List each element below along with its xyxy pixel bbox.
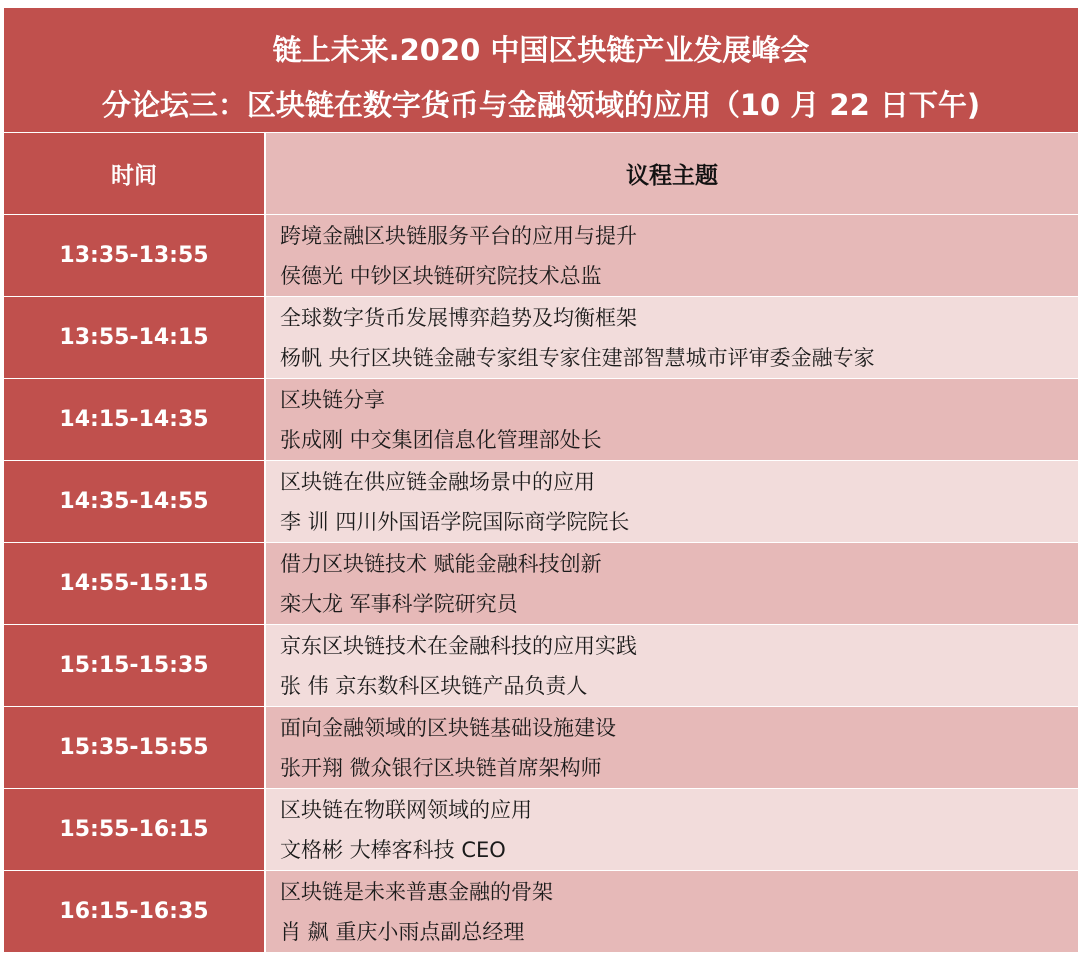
session-time: 15:55-16:15 bbox=[4, 789, 266, 870]
session-speaker: 栾大龙 军事科学院研究员 bbox=[280, 591, 518, 616]
session-time: 16:15-16:35 bbox=[4, 871, 266, 952]
summit-title: 链上未来.2020 中国区块链产业发展峰会 bbox=[272, 33, 810, 67]
session-details bbox=[266, 543, 1078, 624]
agenda-table bbox=[4, 132, 1078, 952]
session-speaker: 肖 飙 重庆小雨点副总经理 bbox=[280, 919, 525, 944]
session-speaker: 李 训 四川外国语学院国际商学院院长 bbox=[280, 509, 630, 534]
session-topic: 区块链分享 bbox=[280, 387, 385, 412]
session-topic: 全球数字货币发展博弈趋势及均衡框架 bbox=[280, 305, 637, 330]
session-speaker: 侯德光 中钞区块链研究院技术总监 bbox=[280, 263, 602, 288]
session-time: 14:15-14:35 bbox=[4, 379, 266, 460]
table-row bbox=[4, 788, 1078, 870]
session-topic: 区块链在物联网领域的应用 bbox=[280, 797, 532, 822]
session-topic: 借力区块链技术 赋能金融科技创新 bbox=[280, 551, 602, 576]
session-speaker: 张 伟 京东数科区块链产品负责人 bbox=[280, 673, 588, 698]
session-details bbox=[266, 707, 1078, 788]
session-topic: 区块链是未来普惠金融的骨架 bbox=[280, 879, 553, 904]
topic-column-header: 议程主题 bbox=[266, 133, 1078, 214]
table-row bbox=[4, 296, 1078, 378]
session-topic: 区块链在供应链金融场景中的应用 bbox=[280, 469, 595, 494]
session-details bbox=[266, 871, 1078, 952]
session-details bbox=[266, 461, 1078, 542]
forum-subtitle: 分论坛三：区块链在数字货币与金融领域的应用（10 月 22 日下午) bbox=[101, 88, 981, 122]
session-topic: 面向金融领域的区块链基础设施建设 bbox=[280, 715, 616, 740]
session-details bbox=[266, 789, 1078, 870]
session-speaker: 张开翔 微众银行区块链首席架构师 bbox=[280, 755, 602, 780]
table-row bbox=[4, 460, 1078, 542]
session-details bbox=[266, 625, 1078, 706]
session-details bbox=[266, 379, 1078, 460]
session-time: 15:15-15:35 bbox=[4, 625, 266, 706]
session-time: 14:55-15:15 bbox=[4, 543, 266, 624]
session-details bbox=[266, 297, 1078, 378]
session-speaker: 杨帆 央行区块链金融专家组专家住建部智慧城市评审委金融专家 bbox=[280, 345, 875, 370]
session-speaker: 张成刚 中交集团信息化管理部处长 bbox=[280, 427, 602, 452]
table-row bbox=[4, 542, 1078, 624]
time-column-header: 时间 bbox=[4, 133, 266, 214]
session-topic: 京东区块链技术在金融科技的应用实践 bbox=[280, 633, 637, 658]
session-topic: 跨境金融区块链服务平台的应用与提升 bbox=[280, 223, 637, 248]
session-time: 13:35-13:55 bbox=[4, 215, 266, 296]
session-details bbox=[266, 215, 1078, 296]
table-header-row bbox=[4, 132, 1078, 214]
session-time: 13:55-14:15 bbox=[4, 297, 266, 378]
table-row bbox=[4, 378, 1078, 460]
session-speaker: 文格彬 大棒客科技 CEO bbox=[280, 837, 506, 862]
session-time: 15:35-15:55 bbox=[4, 707, 266, 788]
agenda-title-banner bbox=[4, 8, 1078, 132]
table-row bbox=[4, 624, 1078, 706]
table-row bbox=[4, 706, 1078, 788]
table-row bbox=[4, 214, 1078, 296]
table-row bbox=[4, 870, 1078, 952]
session-time: 14:35-14:55 bbox=[4, 461, 266, 542]
